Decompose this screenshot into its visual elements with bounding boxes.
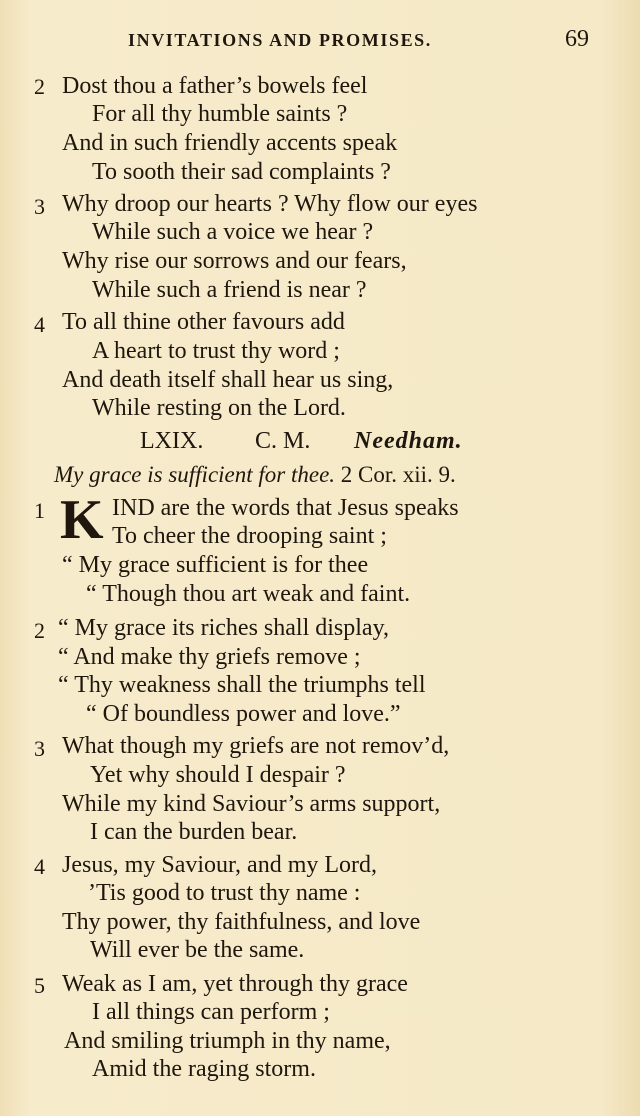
drop-cap: K [60, 489, 104, 551]
hymn-meter: C. M. [255, 428, 311, 454]
verse-line: Weak as I am, yet through thy grace [62, 971, 408, 997]
verse-line: While such a voice we hear ? [92, 219, 374, 245]
verse-line: Will ever be the same. [90, 937, 305, 963]
hymn-heading [140, 428, 620, 458]
verse-line: “ Thy weakness shall the triumphs tell [58, 672, 426, 698]
verse-line: And in such friendly accents speak [62, 130, 398, 156]
verse-line: “ Of boundless power and love.” [86, 701, 401, 727]
scripture-text: My grace is sufficient for thee. [54, 462, 336, 487]
verse-line: To all thine other favours add [62, 309, 345, 335]
stanza-number: 2 [34, 74, 45, 99]
stanza-number: 2 [34, 618, 45, 643]
verse-line: Why droop our hearts ? Why flow our eyes [62, 191, 478, 217]
scripture-epigraph [54, 462, 456, 488]
page-header [0, 26, 640, 58]
verse-line: For all thy humble saints ? [92, 101, 348, 127]
verse-line: Amid the raging storm. [92, 1056, 316, 1082]
verse-line: While such a friend is near ? [92, 277, 367, 303]
verse-line: While resting on the Lord. [92, 395, 346, 421]
verse-line: “ My grace its riches shall display, [58, 615, 390, 641]
verse-line: Dost thou a father’s bowels feel [62, 73, 368, 99]
verse-line: While my kind Saviour’s arms support, [62, 791, 441, 817]
verse-line: ’Tis good to trust thy name : [88, 880, 361, 906]
verse-line: Yet why should I despair ? [90, 762, 346, 788]
verse-line: IND are the words that Jesus speaks [112, 495, 459, 521]
page-number: 69 [565, 26, 589, 52]
running-title: INVITATIONS AND PROMISES. [128, 30, 432, 50]
verse-line: I can the burden bear. [90, 819, 298, 845]
verse-line: I all things can perform ; [92, 999, 330, 1025]
stanza-number: 4 [34, 312, 45, 337]
verse-line: Why rise our sorrows and our fears, [62, 248, 407, 274]
tune-name: Needham. [354, 428, 463, 454]
stanza-number: 3 [34, 194, 45, 219]
stanza-number: 1 [34, 498, 45, 523]
verse-line: To cheer the drooping saint ; [112, 523, 387, 549]
verse-line: A heart to trust thy word ; [92, 338, 340, 364]
scripture-book: 2 Cor. [340, 462, 398, 487]
stanza-number: 3 [34, 736, 45, 761]
verse-line: And death itself shall hear us sing, [62, 367, 394, 393]
verse-line: And smiling triumph in thy name, [64, 1028, 391, 1054]
verse-line: “ Though thou art weak and faint. [86, 581, 411, 607]
verse-line: “ And make thy griefs remove ; [58, 644, 361, 670]
stanza-number: 5 [34, 973, 45, 998]
verse-line: To sooth their sad complaints ? [92, 159, 391, 185]
verse-line: “ My grace sufficient is for thee [62, 552, 369, 578]
verse-line: What though my griefs are not remov’d, [62, 733, 450, 759]
stanza-number: 4 [34, 854, 45, 879]
verse-line: Thy power, thy faithfulness, and love [62, 909, 421, 935]
verse-line: Jesus, my Saviour, and my Lord, [62, 852, 378, 878]
scripture-chapter: xii. 9. [402, 462, 456, 487]
hymn-number: LXIX. [140, 428, 204, 454]
